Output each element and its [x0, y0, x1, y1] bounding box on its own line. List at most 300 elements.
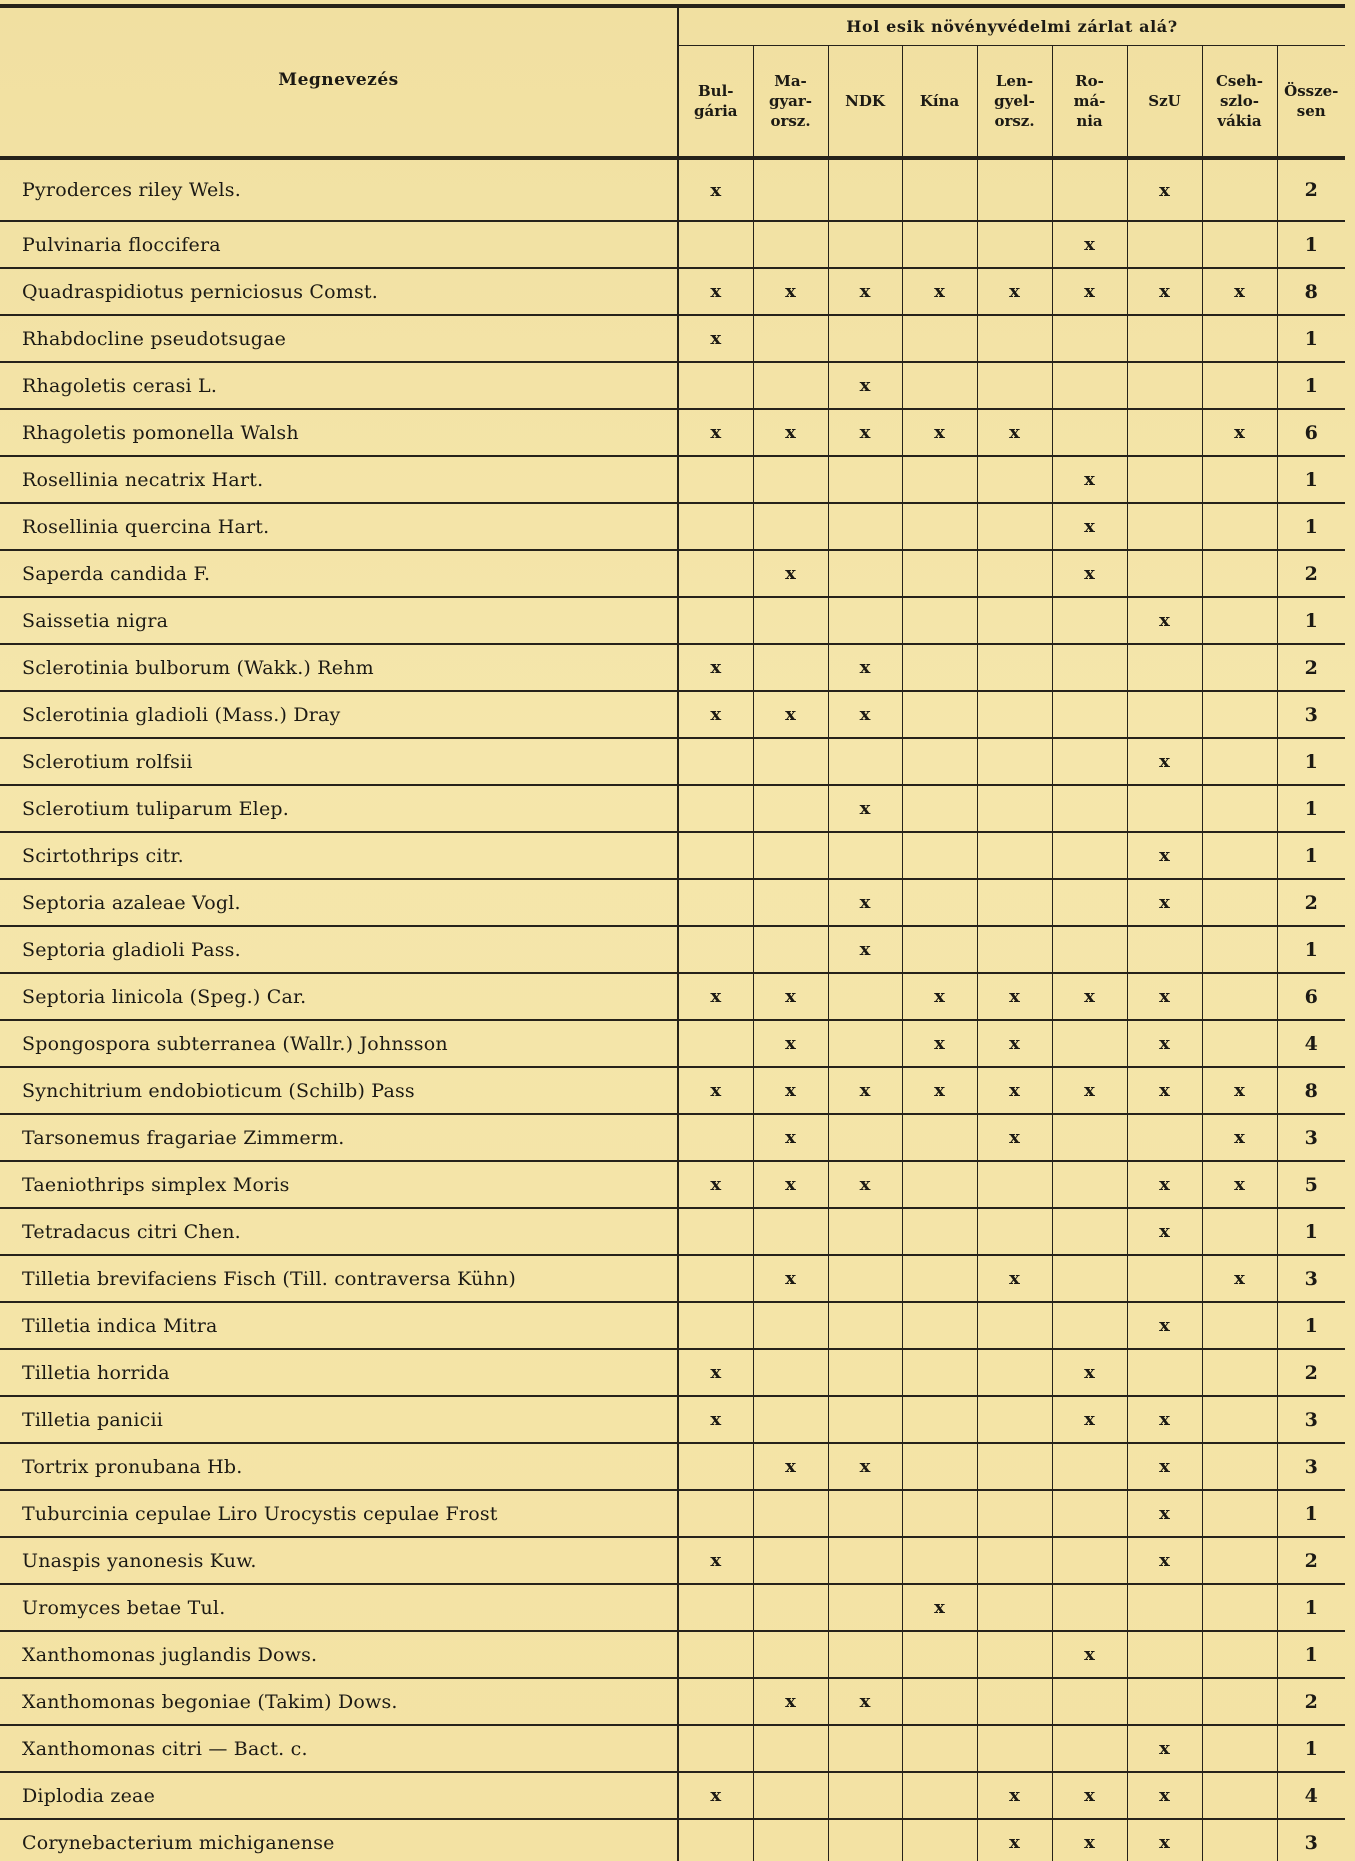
total-count-cell: 3 [1277, 1114, 1345, 1161]
quarantine-mark-cell [1052, 1537, 1127, 1584]
quarantine-mark-cell: x [1052, 268, 1127, 315]
quarantine-mark-cell: x [1127, 1819, 1202, 1861]
table-row [0, 550, 1345, 597]
quarantine-mark-cell [1202, 1772, 1277, 1819]
quarantine-mark-cell [1202, 832, 1277, 879]
quarantine-mark-cell: x [753, 550, 828, 597]
quarantine-mark-cell: x [977, 1255, 1052, 1302]
quarantine-mark-cell [902, 785, 977, 832]
quarantine-mark-cell: x [753, 268, 828, 315]
quarantine-mark-cell: x [678, 1396, 753, 1443]
species-name-cell: Uromyces betae Tul. [0, 1584, 678, 1631]
quarantine-mark-cell [753, 597, 828, 644]
table-row [0, 456, 1345, 503]
quarantine-mark-cell [1127, 1678, 1202, 1725]
quarantine-mark-cell [1202, 691, 1277, 738]
quarantine-mark-cell: x [977, 973, 1052, 1020]
quarantine-mark-cell [678, 1490, 753, 1537]
quarantine-mark-cell [902, 1161, 977, 1208]
quarantine-mark-cell [977, 158, 1052, 221]
quarantine-mark-cell [1127, 926, 1202, 973]
quarantine-mark-cell: x [678, 1349, 753, 1396]
quarantine-mark-cell: x [828, 785, 902, 832]
quarantine-mark-cell [1052, 1161, 1127, 1208]
quarantine-mark-cell [1202, 1349, 1277, 1396]
quarantine-mark-cell [828, 1396, 902, 1443]
quarantine-mark-cell: x [1127, 879, 1202, 926]
quarantine-mark-cell [753, 158, 828, 221]
quarantine-mark-cell [753, 1537, 828, 1584]
quarantine-mark-cell [678, 1725, 753, 1772]
quarantine-mark-cell: x [1052, 1349, 1127, 1396]
quarantine-mark-cell [902, 1819, 977, 1861]
table-row [0, 1255, 1345, 1302]
quarantine-mark-cell [977, 315, 1052, 362]
species-name-cell: Xanthomonas juglandis Dows. [0, 1631, 678, 1678]
quarantine-mark-cell [828, 1537, 902, 1584]
total-count-cell: 5 [1277, 1161, 1345, 1208]
name-column-header [0, 6, 678, 158]
quarantine-mark-cell: x [828, 268, 902, 315]
quarantine-mark-cell: x [902, 1020, 977, 1067]
table-row [0, 315, 1345, 362]
quarantine-mark-cell [977, 1161, 1052, 1208]
species-name-cell: Diplodia zeae [0, 1772, 678, 1819]
quarantine-mark-cell: x [1127, 1772, 1202, 1819]
table-row [0, 362, 1345, 409]
total-count-cell: 1 [1277, 1631, 1345, 1678]
quarantine-mark-cell [1127, 362, 1202, 409]
quarantine-mark-cell [1127, 1114, 1202, 1161]
quarantine-mark-cell [753, 1302, 828, 1349]
total-count-cell: 1 [1277, 456, 1345, 503]
quarantine-mark-cell: x [1127, 1302, 1202, 1349]
quarantine-mark-cell: x [1127, 832, 1202, 879]
quarantine-mark-cell: x [753, 1020, 828, 1067]
quarantine-mark-cell [977, 1396, 1052, 1443]
species-name-cell: Sclerotium tuliparum Elep. [0, 785, 678, 832]
species-name-cell: Scirtothrips citr. [0, 832, 678, 879]
quarantine-mark-cell [1202, 1584, 1277, 1631]
quarantine-mark-cell [1052, 691, 1127, 738]
quarantine-mark-cell: x [678, 973, 753, 1020]
table-row [0, 832, 1345, 879]
quarantine-mark-cell [753, 1584, 828, 1631]
quarantine-mark-cell: x [828, 362, 902, 409]
quarantine-mark-cell [828, 1584, 902, 1631]
species-name-cell: Rosellinia necatrix Hart. [0, 456, 678, 503]
quarantine-mark-cell [753, 644, 828, 691]
quarantine-mark-cell: x [678, 158, 753, 221]
species-name-cell: Corynebacterium michiganense [0, 1819, 678, 1861]
quarantine-mark-cell: x [1202, 1067, 1277, 1114]
quarantine-mark-cell [1127, 644, 1202, 691]
quarantine-mark-cell [902, 926, 977, 973]
quarantine-mark-cell [977, 503, 1052, 550]
table-row [0, 1819, 1345, 1861]
quarantine-mark-cell: x [1052, 1819, 1127, 1861]
table-row [0, 1490, 1345, 1537]
quarantine-mark-cell: x [828, 879, 902, 926]
table-row [0, 691, 1345, 738]
quarantine-mark-cell: x [1127, 1067, 1202, 1114]
quarantine-mark-cell: x [1052, 1396, 1127, 1443]
quarantine-mark-cell [753, 221, 828, 268]
total-count-cell: 6 [1277, 409, 1345, 456]
quarantine-mark-cell [1052, 409, 1127, 456]
quarantine-mark-cell: x [1127, 1490, 1202, 1537]
species-name-cell: Rhabdocline pseudotsugae [0, 315, 678, 362]
species-name-cell: Saperda candida F. [0, 550, 678, 597]
quarantine-mark-cell [1127, 456, 1202, 503]
total-count-cell: 4 [1277, 1772, 1345, 1819]
total-count-cell: 1 [1277, 1584, 1345, 1631]
table-row [0, 879, 1345, 926]
quarantine-mark-cell [1052, 1725, 1127, 1772]
quarantine-mark-cell: x [828, 1161, 902, 1208]
quarantine-mark-cell [828, 1819, 902, 1861]
species-name-cell: Rhagoletis cerasi L. [0, 362, 678, 409]
quarantine-mark-cell [902, 738, 977, 785]
quarantine-mark-cell [902, 597, 977, 644]
species-name-cell: Xanthomonas citri — Bact. c. [0, 1725, 678, 1772]
total-count-cell: 1 [1277, 1302, 1345, 1349]
quarantine-mark-cell [1202, 221, 1277, 268]
table-row [0, 409, 1345, 456]
quarantine-mark-cell [1052, 362, 1127, 409]
quarantine-mark-cell [753, 1631, 828, 1678]
table-row [0, 158, 1345, 221]
table-row [0, 973, 1345, 1020]
total-count-cell: 6 [1277, 973, 1345, 1020]
total-count-cell: 3 [1277, 1396, 1345, 1443]
quarantine-mark-cell: x [828, 644, 902, 691]
country-column-header: Kína [902, 45, 977, 158]
quarantine-mark-cell: x [678, 409, 753, 456]
quarantine-mark-cell [753, 1490, 828, 1537]
quarantine-mark-cell [902, 1490, 977, 1537]
country-column-header: SzU [1127, 45, 1202, 158]
total-count-cell: 3 [1277, 691, 1345, 738]
quarantine-mark-cell [828, 1114, 902, 1161]
quarantine-mark-cell [678, 785, 753, 832]
quarantine-mark-cell [1052, 832, 1127, 879]
quarantine-mark-cell: x [1052, 1067, 1127, 1114]
quarantine-mark-cell [902, 1114, 977, 1161]
quarantine-mark-cell [1202, 1490, 1277, 1537]
quarantine-mark-cell: x [1052, 550, 1127, 597]
quarantine-mark-cell: x [828, 1678, 902, 1725]
quarantine-mark-cell [977, 644, 1052, 691]
total-count-cell: 2 [1277, 1349, 1345, 1396]
quarantine-mark-cell [753, 315, 828, 362]
quarantine-mark-cell: x [828, 691, 902, 738]
quarantine-mark-cell: x [753, 409, 828, 456]
quarantine-mark-cell [1202, 879, 1277, 926]
quarantine-mark-cell [678, 879, 753, 926]
total-count-cell: 1 [1277, 362, 1345, 409]
table-row [0, 1161, 1345, 1208]
species-name-cell: Sclerotinia gladioli (Mass.) Dray [0, 691, 678, 738]
quarantine-mark-cell [1052, 1208, 1127, 1255]
quarantine-mark-cell: x [1127, 158, 1202, 221]
quarantine-mark-cell: x [1202, 409, 1277, 456]
quarantine-mark-cell [828, 1631, 902, 1678]
quarantine-mark-cell [753, 1725, 828, 1772]
table-row [0, 738, 1345, 785]
quarantine-mark-cell [1202, 644, 1277, 691]
quarantine-mark-cell [1127, 785, 1202, 832]
quarantine-mark-cell: x [977, 1067, 1052, 1114]
quarantine-mark-cell [753, 503, 828, 550]
quarantine-mark-cell [753, 738, 828, 785]
quarantine-mark-cell [1052, 738, 1127, 785]
quarantine-mark-cell [678, 1819, 753, 1861]
quarantine-mark-cell [977, 362, 1052, 409]
quarantine-mark-cell: x [753, 1067, 828, 1114]
quarantine-mark-cell [753, 362, 828, 409]
quarantine-mark-cell: x [753, 1255, 828, 1302]
quarantine-mark-cell [1052, 1584, 1127, 1631]
species-name-cell: Sclerotium rolfsii [0, 738, 678, 785]
quarantine-mark-cell [1127, 691, 1202, 738]
total-count-cell: 1 [1277, 785, 1345, 832]
table-row [0, 1302, 1345, 1349]
quarantine-mark-cell [678, 362, 753, 409]
quarantine-mark-cell: x [977, 1114, 1052, 1161]
quarantine-mark-cell [1202, 550, 1277, 597]
quarantine-mark-cell [902, 1537, 977, 1584]
quarantine-mark-cell: x [1127, 1161, 1202, 1208]
quarantine-mark-cell: x [678, 315, 753, 362]
quarantine-mark-cell [977, 1443, 1052, 1490]
species-name-cell: Spongospora subterranea (Wallr.) Johnsson [0, 1020, 678, 1067]
quarantine-mark-cell [1052, 644, 1127, 691]
species-name-cell: Sclerotinia bulborum (Wakk.) Rehm [0, 644, 678, 691]
quarantine-mark-cell: x [1127, 597, 1202, 644]
species-name-cell: Rhagoletis pomonella Walsh [0, 409, 678, 456]
country-column-header: NDK [828, 45, 902, 158]
quarantine-mark-cell [1202, 1819, 1277, 1861]
species-name-cell: Septoria linicola (Speg.) Car. [0, 973, 678, 1020]
quarantine-mark-cell [977, 691, 1052, 738]
total-count-cell: 2 [1277, 644, 1345, 691]
quarantine-mark-cell [902, 1725, 977, 1772]
quarantine-mark-cell [1052, 597, 1127, 644]
quarantine-mark-cell [977, 1584, 1052, 1631]
quarantine-mark-cell [1202, 362, 1277, 409]
quarantine-mark-cell [753, 785, 828, 832]
quarantine-mark-cell: x [828, 1067, 902, 1114]
quarantine-mark-cell [753, 456, 828, 503]
quarantine-mark-cell [1127, 1255, 1202, 1302]
quarantine-mark-cell [977, 1302, 1052, 1349]
total-count-cell: 1 [1277, 738, 1345, 785]
quarantine-mark-cell [902, 221, 977, 268]
species-name-cell: Tetradacus citri Chen. [0, 1208, 678, 1255]
quarantine-mark-cell: x [828, 926, 902, 973]
quarantine-mark-cell [828, 550, 902, 597]
quarantine-mark-cell: x [678, 1537, 753, 1584]
quarantine-mark-cell [753, 879, 828, 926]
quarantine-mark-cell [1052, 158, 1127, 221]
table-row [0, 1631, 1345, 1678]
quarantine-mark-cell: x [753, 1161, 828, 1208]
quarantine-mark-cell [1127, 409, 1202, 456]
quarantine-mark-cell [828, 597, 902, 644]
quarantine-mark-cell [902, 456, 977, 503]
quarantine-mark-cell: x [1202, 1114, 1277, 1161]
quarantine-mark-cell: x [902, 409, 977, 456]
quarantine-mark-cell: x [1202, 1161, 1277, 1208]
quarantine-mark-cell [977, 1631, 1052, 1678]
table-row [0, 1584, 1345, 1631]
quarantine-mark-cell [902, 879, 977, 926]
quarantine-mark-cell [753, 1396, 828, 1443]
quarantine-mark-cell [828, 1302, 902, 1349]
quarantine-mark-cell: x [1127, 1725, 1202, 1772]
quarantine-mark-cell [902, 1349, 977, 1396]
quarantine-mark-cell: x [1127, 1020, 1202, 1067]
quarantine-mark-cell [678, 926, 753, 973]
table-row [0, 1020, 1345, 1067]
quarantine-mark-cell [678, 456, 753, 503]
total-count-cell: 8 [1277, 268, 1345, 315]
table-row [0, 1067, 1345, 1114]
species-name-cell: Tilletia brevifaciens Fisch (Till. contraversa Kühn) [0, 1255, 678, 1302]
species-name-cell: Pulvinaria floccifera [0, 221, 678, 268]
total-count-cell: 2 [1277, 550, 1345, 597]
quarantine-mark-cell: x [977, 268, 1052, 315]
species-name-cell: Septoria azaleae Vogl. [0, 879, 678, 926]
species-name-cell: Rosellinia quercina Hart. [0, 503, 678, 550]
quarantine-mark-cell [1052, 1678, 1127, 1725]
quarantine-mark-cell: x [753, 1678, 828, 1725]
species-name-cell: Septoria gladioli Pass. [0, 926, 678, 973]
quarantine-mark-cell: x [753, 1443, 828, 1490]
quarantine-mark-cell: x [977, 409, 1052, 456]
quarantine-mark-cell [678, 1255, 753, 1302]
quarantine-mark-cell [902, 644, 977, 691]
species-name-cell: Xanthomonas begoniae (Takim) Dows. [0, 1678, 678, 1725]
quarantine-mark-cell: x [1202, 268, 1277, 315]
species-name-cell: Taeniothrips simplex Moris [0, 1161, 678, 1208]
quarantine-mark-cell [828, 1255, 902, 1302]
quarantine-mark-cell [1127, 550, 1202, 597]
species-name-cell: Tilletia indica Mitra [0, 1302, 678, 1349]
quarantine-mark-cell [753, 926, 828, 973]
quarantine-mark-cell [902, 1208, 977, 1255]
quarantine-mark-cell [1127, 1631, 1202, 1678]
quarantine-mark-cell [1052, 1020, 1127, 1067]
quarantine-mark-cell: x [678, 1161, 753, 1208]
quarantine-mark-cell [902, 1302, 977, 1349]
country-column-header: Len- gyel- orsz. [977, 45, 1052, 158]
table-row [0, 1678, 1345, 1725]
quarantine-mark-cell: x [1127, 1443, 1202, 1490]
quarantine-mark-cell [1052, 785, 1127, 832]
header-row-group [0, 6, 1345, 45]
total-count-cell: 4 [1277, 1020, 1345, 1067]
quarantine-mark-cell [977, 221, 1052, 268]
quarantine-mark-cell [977, 738, 1052, 785]
total-count-cell: 3 [1277, 1819, 1345, 1861]
quarantine-mark-cell: x [1052, 1772, 1127, 1819]
quarantine-mark-cell: x [1052, 973, 1127, 1020]
quarantine-mark-cell [1202, 785, 1277, 832]
quarantine-mark-cell [902, 503, 977, 550]
table-row [0, 785, 1345, 832]
quarantine-mark-cell: x [678, 268, 753, 315]
quarantine-mark-cell [902, 1772, 977, 1819]
quarantine-mark-cell [678, 1443, 753, 1490]
total-count-cell: 8 [1277, 1067, 1345, 1114]
species-name-cell: Pyroderces riley Wels. [0, 158, 678, 221]
quarantine-mark-cell [828, 1349, 902, 1396]
quarantine-mark-cell: x [977, 1020, 1052, 1067]
total-count-cell: 1 [1277, 1725, 1345, 1772]
quarantine-mark-cell [902, 1443, 977, 1490]
quarantine-mark-cell [753, 1208, 828, 1255]
quarantine-mark-cell [828, 221, 902, 268]
total-count-cell: 1 [1277, 1208, 1345, 1255]
quarantine-mark-cell [678, 597, 753, 644]
quarantine-mark-cell [1202, 158, 1277, 221]
quarantine-mark-cell [977, 926, 1052, 973]
table-row [0, 1443, 1345, 1490]
quarantine-mark-cell [902, 362, 977, 409]
quarantine-mark-cell: x [828, 1443, 902, 1490]
quarantine-mark-cell [902, 1631, 977, 1678]
quarantine-mark-cell [977, 832, 1052, 879]
quarantine-mark-cell [828, 158, 902, 221]
quarantine-mark-cell [1202, 456, 1277, 503]
quarantine-mark-cell [678, 221, 753, 268]
quarantine-mark-cell: x [828, 409, 902, 456]
quarantine-mark-cell [678, 1208, 753, 1255]
quarantine-mark-cell [1202, 973, 1277, 1020]
quarantine-mark-cell [828, 1725, 902, 1772]
species-name-cell: Tilletia horrida [0, 1349, 678, 1396]
quarantine-mark-cell [1127, 1584, 1202, 1631]
quarantine-mark-cell [902, 1678, 977, 1725]
country-column-header: Ma- gyar- orsz. [753, 45, 828, 158]
quarantine-mark-cell: x [1127, 1396, 1202, 1443]
species-name-cell: Quadraspidiotus perniciosus Comst. [0, 268, 678, 315]
quarantine-mark-cell [1052, 315, 1127, 362]
quarantine-mark-cell: x [1052, 221, 1127, 268]
table-row [0, 1772, 1345, 1819]
quarantine-table [0, 4, 1345, 1861]
quarantine-mark-cell [1052, 1490, 1127, 1537]
quarantine-mark-cell: x [1127, 973, 1202, 1020]
quarantine-mark-cell [977, 1678, 1052, 1725]
total-count-cell: 1 [1277, 832, 1345, 879]
quarantine-mark-cell [1202, 1020, 1277, 1067]
quarantine-mark-cell [1202, 1208, 1277, 1255]
quarantine-mark-cell [977, 456, 1052, 503]
quarantine-mark-cell: x [1202, 1255, 1277, 1302]
table-row [0, 644, 1345, 691]
quarantine-mark-cell [1202, 597, 1277, 644]
country-column-header: Bul- gária [678, 45, 753, 158]
quarantine-mark-cell [1052, 879, 1127, 926]
quarantine-mark-cell [828, 456, 902, 503]
quarantine-mark-cell [828, 1490, 902, 1537]
quarantine-mark-cell [977, 1537, 1052, 1584]
quarantine-mark-cell [1127, 503, 1202, 550]
species-name-cell: Synchitrium endobioticum (Schilb) Pass [0, 1067, 678, 1114]
